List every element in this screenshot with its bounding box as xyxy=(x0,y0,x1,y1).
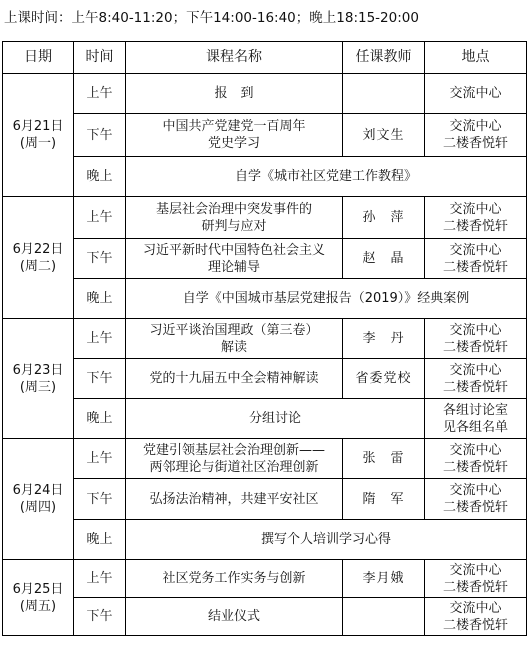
table-row xyxy=(3,479,527,520)
course-cell: 习近平谈治国理政（第三卷） 解读 xyxy=(126,319,343,359)
date-cell: 6月21日 (周一) xyxy=(3,74,74,197)
time-cell: 上午 xyxy=(74,74,126,114)
table-row xyxy=(3,279,527,319)
time-cell: 下午 xyxy=(74,114,126,157)
location-cell: 各组讨论室 见各组名单 xyxy=(425,399,527,439)
header-time: 时间 xyxy=(74,42,126,74)
date-cell: 6月23日 (周三) xyxy=(3,319,74,439)
time-cell: 晚上 xyxy=(74,279,126,319)
table-row xyxy=(3,359,527,399)
teacher-cell: 省委党校 xyxy=(343,359,425,399)
teacher-cell: 李 丹 xyxy=(343,319,425,359)
teacher-cell xyxy=(343,74,425,114)
table-row xyxy=(3,560,527,598)
table-row xyxy=(3,197,527,239)
time-cell: 上午 xyxy=(74,560,126,598)
course-cell: 习近平新时代中国特色社会主义 理论辅导 xyxy=(126,239,343,279)
time-cell: 下午 xyxy=(74,598,126,636)
teacher-cell: 刘文生 xyxy=(343,114,425,157)
header-location: 地点 xyxy=(425,42,527,74)
course-cell: 弘扬法治精神，共建平安社区 xyxy=(126,479,343,520)
time-cell: 下午 xyxy=(74,239,126,279)
location-cell: 交流中心 二楼香悦轩 xyxy=(425,359,527,399)
table-row xyxy=(3,114,527,157)
time-cell: 上午 xyxy=(74,319,126,359)
location-cell: 交流中心 二楼香悦轩 xyxy=(425,598,527,636)
date-cell: 6月24日 (周四) xyxy=(3,439,74,560)
location-cell: 交流中心 二楼香悦轩 xyxy=(425,239,527,279)
time-cell: 晚上 xyxy=(74,399,126,439)
time-cell: 下午 xyxy=(74,359,126,399)
course-cell: 自学《中国城市基层党建报告（2019）》经典案例 xyxy=(126,279,527,319)
time-cell: 上午 xyxy=(74,439,126,479)
table-header-row xyxy=(3,42,527,74)
teacher-cell: 隋 军 xyxy=(343,479,425,520)
table-row xyxy=(3,319,527,359)
date-cell: 6月22日 (周二) xyxy=(3,197,74,319)
date-cell: 6月25日 (周五) xyxy=(3,560,74,636)
course-cell: 中国共产党建党一百周年 党史学习 xyxy=(126,114,343,157)
time-cell: 上午 xyxy=(74,197,126,239)
location-cell: 交流中心 二楼香悦轩 xyxy=(425,114,527,157)
course-cell: 社区党务工作实务与创新 xyxy=(126,560,343,598)
class-time-line: 上课时间：上午8:40-11:20；下午14:00-16:40；晚上18:15-20:00 xyxy=(4,10,419,26)
course-cell: 撰写个人培训学习心得 xyxy=(126,520,527,560)
header-date: 日期 xyxy=(3,42,74,74)
course-cell: 党的十九届五中全会精神解读 xyxy=(126,359,343,399)
course-cell: 党建引领基层社会治理创新—— 两邻理论与街道社区治理创新 xyxy=(126,439,343,479)
header-course: 课程名称 xyxy=(126,42,343,74)
schedule-table xyxy=(2,41,527,636)
course-cell: 分组讨论 xyxy=(126,399,425,439)
teacher-cell xyxy=(343,598,425,636)
time-cell: 下午 xyxy=(74,479,126,520)
teacher-cell: 张 雷 xyxy=(343,439,425,479)
table-row xyxy=(3,239,527,279)
table-row xyxy=(3,157,527,197)
table-row xyxy=(3,598,527,636)
location-cell: 交流中心 二楼香悦轩 xyxy=(425,319,527,359)
table-row xyxy=(3,74,527,114)
teacher-cell: 孙 萍 xyxy=(343,197,425,239)
course-cell: 结业仪式 xyxy=(126,598,343,636)
location-cell: 交流中心 二楼香悦轩 xyxy=(425,560,527,598)
location-cell: 交流中心 二楼香悦轩 xyxy=(425,439,527,479)
course-cell: 报 到 xyxy=(126,74,343,114)
table-row xyxy=(3,520,527,560)
teacher-cell: 赵 晶 xyxy=(343,239,425,279)
course-cell: 自学《城市社区党建工作教程》 xyxy=(126,157,527,197)
location-cell: 交流中心 xyxy=(425,74,527,114)
header-teacher: 任课教师 xyxy=(343,42,425,74)
course-cell: 基层社会治理中突发事件的 研判与应对 xyxy=(126,197,343,239)
teacher-cell: 李月娥 xyxy=(343,560,425,598)
time-cell: 晚上 xyxy=(74,520,126,560)
table-row xyxy=(3,399,527,439)
location-cell: 交流中心 二楼香悦轩 xyxy=(425,197,527,239)
table-row xyxy=(3,439,527,479)
time-cell: 晚上 xyxy=(74,157,126,197)
location-cell: 交流中心 二楼香悦轩 xyxy=(425,479,527,520)
